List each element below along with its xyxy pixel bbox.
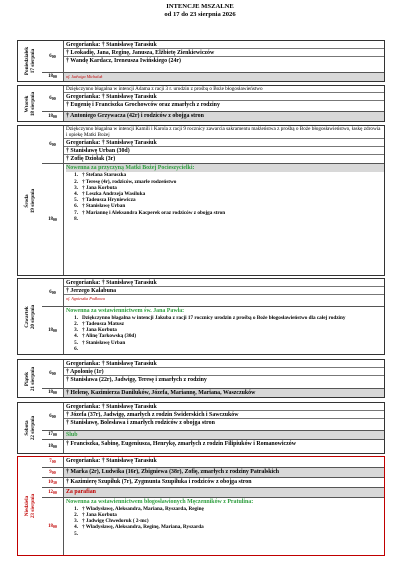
date: 17 sierpnia bbox=[30, 48, 36, 74]
item-number: 3. bbox=[74, 184, 78, 191]
intentions bbox=[64, 360, 384, 388]
intentions bbox=[64, 403, 384, 430]
day-name bbox=[24, 416, 36, 440]
intention: † Józefa (37r), Jadwigę, zmarłych z rodzin Świderskich i Sawczuków bbox=[64, 411, 384, 419]
mass-time: 6 00 bbox=[42, 279, 64, 306]
intention: † Marka (2r), Ludwika (16r), Zbigniewa (38r), Zofię, zmarłych z rodziny Patralskich bbox=[66, 468, 280, 475]
item-number: 5. bbox=[74, 339, 78, 346]
weekday: Sobota bbox=[24, 420, 31, 436]
intentions bbox=[64, 488, 384, 497]
intentions bbox=[64, 279, 384, 306]
item-text: † Leszka Andrzeja Wasiluka bbox=[82, 191, 146, 197]
date: 18 sierpnia bbox=[30, 91, 37, 116]
intentions bbox=[64, 440, 384, 453]
item-number: 2. bbox=[74, 321, 78, 328]
mass-time: 18 00 bbox=[42, 112, 64, 121]
intention: Gregorianka: † Stanisławę Tarasiuk bbox=[64, 360, 384, 368]
day-label bbox=[18, 457, 42, 555]
mass-row bbox=[42, 457, 384, 467]
novena-item bbox=[66, 531, 384, 537]
intentions bbox=[64, 86, 384, 111]
mass-row bbox=[42, 497, 384, 555]
day-3 bbox=[17, 278, 385, 355]
page-subtitle: od 17 do 23 sierpnia 2026 bbox=[164, 11, 236, 18]
item-text: † Mariannę i Aleksandra Kacperek oraz rodziców z obojga stron bbox=[82, 209, 226, 216]
day-label bbox=[18, 41, 42, 81]
day-name bbox=[24, 188, 36, 212]
item-text: † Władysławę, Aleksandra, Mariana, Ryszarda, Reginę bbox=[82, 505, 204, 512]
item-number: 4. bbox=[74, 524, 78, 531]
intention: Dziękczynno błagalna w intencji Kamili i Karola z racji 9 rocznicy zawarcia sakramentu małżeństwa z prośbą o Boże błogosławieństwo, łaskę zdrowia i opiekę Matki Bożej bbox=[64, 126, 384, 139]
mass-time: 6 00 bbox=[42, 126, 64, 163]
item-text: Dziękczynno błagalna w intencji Jakuba z racji 17 rocznicy urodzin z prośbą o Boże błogosławieństwo dla całej rodziny bbox=[82, 314, 346, 321]
item-number: 3. bbox=[74, 518, 78, 525]
item-number: 4. bbox=[74, 191, 78, 197]
novena-item bbox=[66, 346, 384, 352]
mass-row bbox=[42, 72, 384, 80]
mass-time: 18 00 bbox=[42, 440, 64, 453]
item-number: 1. bbox=[74, 172, 78, 179]
item-number: 3. bbox=[74, 327, 78, 334]
intention: † Stanisławę, Bolesława i zmarłych rodziców z obojga stron bbox=[66, 420, 215, 426]
day-name bbox=[24, 47, 36, 75]
item-number: 6. bbox=[74, 203, 78, 210]
mass-row bbox=[42, 360, 384, 388]
mass-row bbox=[42, 279, 384, 306]
item-text bbox=[82, 531, 384, 537]
weekday: Wtorek bbox=[24, 95, 31, 112]
intention: † Stanisławę Urban (30d) bbox=[64, 147, 384, 155]
intention: Dziękczynno błagalna w intencji Adama z racji 3 r. urodzin z prośbą o Boże błogosławieństwo bbox=[64, 86, 384, 93]
item-text: † Jadwigę Chwedoruk ( 2-mc) bbox=[82, 518, 149, 525]
mass-row bbox=[42, 388, 384, 397]
item-number: 7. bbox=[74, 209, 78, 216]
mass-row bbox=[42, 439, 384, 453]
mass-time: 17 00 bbox=[42, 431, 64, 439]
date: 20 sierpnia bbox=[30, 304, 37, 329]
mass-time: 18 00 bbox=[42, 498, 64, 555]
date: 21 sierpnia bbox=[30, 366, 37, 391]
date: 23 sierpnia bbox=[30, 493, 37, 519]
intention: † Apolonię (1r) bbox=[64, 368, 384, 376]
intention: † Kazimierę Szupiłuk (7r), Zygmunta Szupiłuka i rodziców z obojga stron bbox=[66, 478, 252, 485]
day-name bbox=[24, 91, 36, 115]
mass-time: 6 00 bbox=[42, 41, 64, 72]
intentions bbox=[64, 468, 384, 477]
intention: Gregorianka: † Stanisławę Tarasiuk bbox=[66, 458, 157, 464]
intentions bbox=[64, 73, 384, 80]
day-2 bbox=[17, 125, 385, 276]
item-text: † Stanisławę Urban bbox=[82, 339, 126, 346]
intention: Gregorianka: † Stanisławę Tarasiuk bbox=[64, 41, 384, 49]
day-5 bbox=[17, 402, 385, 454]
item-text bbox=[82, 346, 384, 352]
mass-row bbox=[42, 126, 384, 163]
intentions bbox=[64, 41, 384, 72]
mass-time: 18 00 bbox=[42, 73, 64, 80]
date: 19 sierpnia bbox=[30, 188, 37, 213]
intention: Ślub bbox=[66, 431, 78, 438]
weekday: Niedziela bbox=[24, 495, 31, 517]
intentions bbox=[64, 307, 384, 354]
mass-row bbox=[42, 111, 384, 121]
item-number: 6. bbox=[74, 345, 78, 352]
mass-row bbox=[42, 306, 384, 354]
day-name bbox=[24, 304, 36, 328]
item-text: † Jana Korbuta bbox=[82, 327, 117, 334]
intentions bbox=[64, 457, 384, 467]
day-label bbox=[18, 279, 42, 354]
item-number: 4. bbox=[74, 333, 78, 340]
item-number: 2. bbox=[74, 512, 78, 519]
intention: † Zofię Dziołak (3r) bbox=[66, 156, 116, 162]
day-0 bbox=[17, 40, 385, 82]
novena-title: Nowenna za przyczyną Matki Bożej Pocieszycielki: bbox=[66, 164, 384, 172]
item-text: † Stanisławę Urban bbox=[82, 203, 126, 210]
mass-row bbox=[42, 86, 384, 111]
date: 22 sierpnia bbox=[30, 415, 37, 441]
mass-time: 9 00 bbox=[42, 468, 64, 477]
weekday: Środa bbox=[24, 193, 31, 208]
item-text: † Tadeusza Hryniewicza bbox=[82, 197, 136, 204]
weekday: Piątek bbox=[24, 371, 31, 386]
mass-row bbox=[42, 477, 384, 487]
intention: † Leokadię, Jana, Reginę, Janusza, Elżbietę Zienkiewiczów bbox=[64, 49, 384, 57]
item-number: 2. bbox=[74, 178, 78, 185]
day-label bbox=[18, 403, 42, 453]
mass-row bbox=[42, 487, 384, 497]
intentions bbox=[64, 112, 384, 121]
item-text: † Jana Korbuta bbox=[82, 184, 117, 191]
mass-time: 18 00 bbox=[42, 389, 64, 397]
mass-row bbox=[42, 467, 384, 477]
mass-time: 6 00 bbox=[42, 360, 64, 388]
item-text: † Stefana Staruszka bbox=[82, 172, 127, 179]
intention: † Wandę Kardacz, Ireneusza Iwińskiego (24r) bbox=[66, 58, 181, 64]
novena-item bbox=[66, 216, 384, 222]
page-header bbox=[0, 3, 400, 19]
intention: † Franciszka, Sabinę, Eugeniusza, Henrykę, zmarłych z rodzin Filipiuków i Romanowiczów bbox=[66, 440, 296, 447]
mass-time: 7 00 bbox=[42, 457, 64, 467]
intention: Gregorianka: † Stanisławę Tarasiuk bbox=[64, 139, 384, 147]
intention: Gregorianka: † Stanisławę Tarasiuk bbox=[64, 403, 384, 411]
intention: † Eugenię i Franciszka Grochowców oraz zmarłych z rodziny bbox=[66, 102, 220, 108]
mass-row bbox=[42, 403, 384, 430]
mass-row bbox=[42, 41, 384, 72]
intentions bbox=[64, 389, 384, 397]
day-4 bbox=[17, 359, 385, 398]
intention: Gregorianka: † Stanisławę Tarasiuk bbox=[64, 93, 384, 101]
page-title: INTENCJE MSZALNE bbox=[166, 3, 234, 10]
item-text: † Jana Korbuta bbox=[82, 512, 117, 519]
day-name bbox=[24, 494, 36, 518]
mass-time: 18 00 bbox=[42, 164, 64, 274]
novena-title: Nowenna za wstawiennictwem błogosławionych Męczenników z Pratulina: bbox=[66, 498, 254, 505]
intention: Za parafian bbox=[66, 488, 96, 495]
intentions bbox=[64, 164, 384, 274]
day-6 bbox=[17, 456, 385, 556]
item-text: † Tadeusza Matusz bbox=[82, 321, 125, 328]
day-label bbox=[18, 126, 42, 275]
intentions bbox=[64, 431, 384, 439]
item-number: 5. bbox=[74, 530, 78, 537]
item-text: † Teresę (4r), rodziców, zmarłe rodzeństwo bbox=[82, 178, 177, 185]
day-1 bbox=[17, 85, 385, 122]
mass-row bbox=[42, 430, 384, 439]
intention: † Antoniego Grzywacza (42r) i rodziców z obojga stron bbox=[66, 112, 204, 119]
intentions bbox=[64, 498, 384, 555]
item-text bbox=[82, 216, 384, 222]
mass-time: 6 00 bbox=[42, 403, 64, 430]
item-text: † Władysławę, Aleksandra, Reginę, Mariana, Ryszarda bbox=[82, 524, 204, 531]
intentions bbox=[64, 478, 384, 487]
item-number: 1. bbox=[74, 314, 78, 321]
mass-time: 18 00 bbox=[42, 307, 64, 354]
weekday: Czwartek bbox=[24, 305, 31, 328]
mass-time: 12 00 bbox=[42, 488, 64, 497]
intention: † Stanisława (22r), Jadwigę, Teresę i zmarłych z rodziny bbox=[66, 377, 207, 383]
mass-row bbox=[42, 163, 384, 274]
day-name bbox=[24, 366, 36, 390]
item-number: 8. bbox=[74, 215, 78, 222]
intention: † Jerzego Kalabuna bbox=[64, 287, 384, 295]
day-label bbox=[18, 86, 42, 121]
day-label bbox=[18, 360, 42, 397]
intention: Gregorianka: † Stanisławę Tarasiuk bbox=[64, 279, 384, 287]
mass-time: 10 30 bbox=[42, 478, 64, 487]
item-number: 1. bbox=[74, 505, 78, 512]
mass-time: 6 00 bbox=[42, 86, 64, 111]
novena-title: Nowenna za wstawiennictwem św. Jana Pawła: bbox=[66, 307, 185, 314]
item-number: 5. bbox=[74, 197, 78, 204]
intentions bbox=[64, 126, 384, 163]
intention: of. Jadwiga Michaluk bbox=[66, 74, 103, 80]
weekday: Poniedziałek bbox=[24, 46, 30, 76]
item-text: † Alinę Tarkowską (30d) bbox=[82, 333, 137, 340]
intention: † Helenę, Kazimierza Daniluków, Józefa, Mariannę, Mariana, Waszczuków bbox=[66, 389, 256, 396]
intention: of. Agnieszka Podkowa bbox=[66, 296, 105, 301]
